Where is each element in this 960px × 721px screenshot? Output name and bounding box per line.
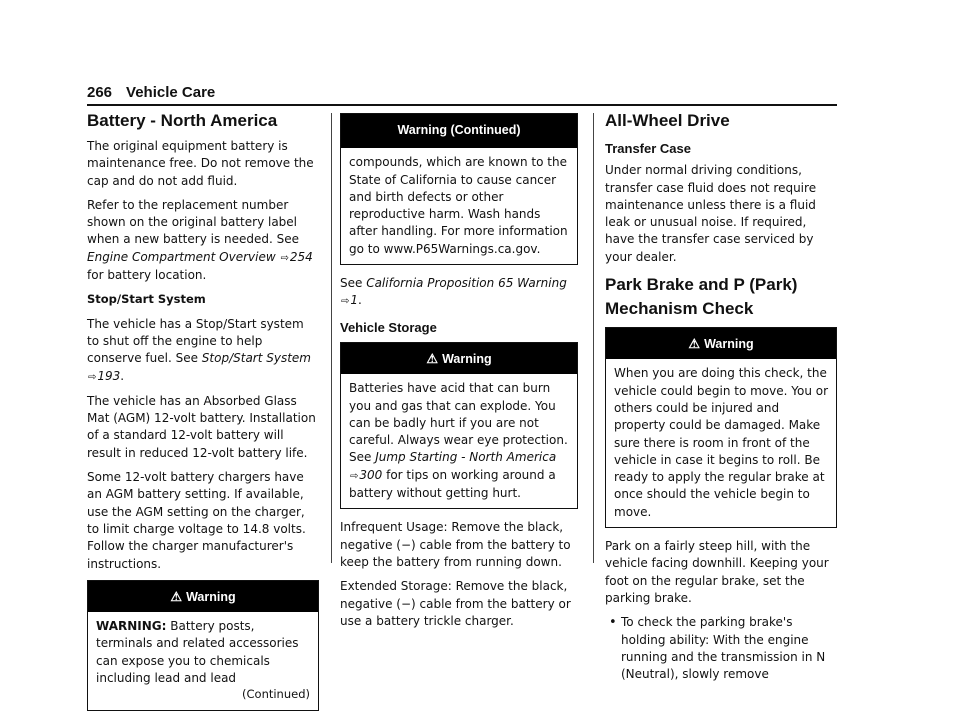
paragraph: The original equipment battery is maintenance free. Do not remove the cap and do not add fluid. bbox=[87, 139, 314, 188]
warning-body: compounds, which are known to the State of California to cause cancer and birth defects or other reproductive harm. Wash hands after handling. For more information go to www.P65Warnings.ca.gov. bbox=[349, 155, 568, 256]
cross-reference-link[interactable]: Jump Starting - North America bbox=[375, 450, 557, 465]
page-reference[interactable]: 1 bbox=[350, 293, 359, 308]
list-item: • To check the parking brake's holding ability: With the engine running and the transmission in N (Neutral), slowly remove bbox=[621, 614, 837, 683]
cross-reference-link[interactable]: Engine Compartment Overview bbox=[87, 249, 276, 264]
transfer-case-heading: Transfer Case bbox=[605, 141, 691, 156]
warning-box bbox=[605, 327, 837, 528]
warning-header: ⚠ Warning bbox=[341, 343, 577, 374]
paragraph: Under normal driving conditions, transfer case fluid does not require maintenance unless there is a fluid leak or unusual noise. If required, have the transfer case serviced by your dealer. bbox=[605, 163, 817, 264]
warning-triangle-icon: ⚠ bbox=[426, 350, 439, 366]
column-divider bbox=[593, 113, 594, 563]
warning-header: Warning (Continued) bbox=[341, 114, 577, 148]
paragraph: Refer to the replacement number shown on the original battery label when a new battery is needed. See Engine Compartment Overview ⇨254 for battery location. bbox=[87, 197, 313, 283]
column-2 bbox=[340, 113, 578, 637]
warning-header: ⚠ Warning bbox=[606, 328, 836, 359]
warning-box bbox=[340, 342, 578, 509]
page-arrow-icon: ⇨ bbox=[88, 371, 97, 383]
page-arrow-icon: ⇨ bbox=[341, 296, 350, 308]
subheading: Stop/Start System bbox=[87, 292, 206, 307]
paragraph: The vehicle has an Absorbed Glass Mat (AGM) 12-volt battery. Installation of a standard 12-volt battery will result in reduced 12-volt battery life. bbox=[87, 393, 316, 460]
warning-box-continued bbox=[340, 113, 578, 265]
paragraph: Some 12-volt battery chargers have an AGM battery setting. If available, use the AGM setting on the charger, to limit charge voltage to 14.8 volts. Follow the charger manufacturer's instructions. bbox=[87, 470, 306, 571]
page-reference[interactable]: 193 bbox=[97, 368, 121, 383]
paragraph: Extended Storage: Remove the black, negative (−) cable from the battery or use a battery trickle charger. bbox=[340, 579, 571, 628]
section-title: Vehicle Care bbox=[126, 84, 216, 101]
warning-body: When you are doing this check, the vehicle could begin to move. You or others could be injured and property could be damaged. Make sure there is room in front of the vehicle in case it begins to roll. Be ready to apply the regular brake at once should the vehicle begin to move. bbox=[614, 366, 829, 519]
paragraph: The vehicle has a Stop/Start system to shut off the engine to help conserve fuel. See Stop/Start System ⇨193. bbox=[87, 316, 311, 383]
paragraph: See California Proposition 65 Warning ⇨1. bbox=[340, 276, 567, 308]
paragraph: Park on a fairly steep hill, with the vehicle facing downhill. Keeping your foot on the regular brake, set the parking brake. bbox=[605, 539, 829, 605]
warning-triangle-icon: ⚠ bbox=[170, 588, 183, 604]
battery-heading: Battery - North America bbox=[87, 111, 278, 130]
cross-reference-link[interactable]: California Proposition 65 Warning bbox=[366, 276, 567, 291]
warning-triangle-icon: ⚠ bbox=[688, 336, 701, 352]
bullet-list bbox=[605, 614, 837, 683]
page-reference[interactable]: 300 bbox=[359, 467, 383, 482]
cross-reference-link[interactable]: Stop/Start System bbox=[201, 351, 311, 366]
page-arrow-icon: ⇨ bbox=[350, 470, 359, 482]
page-arrow-icon: ⇨ bbox=[280, 252, 289, 264]
warning-body: WARNING: Battery posts, terminals and related accessories can expose you to chemicals including lead and lead (Continued) bbox=[88, 612, 318, 709]
park-brake-heading: Park Brake and P (Park) Mechanism Check bbox=[605, 275, 798, 319]
column-3 bbox=[605, 110, 837, 683]
storage-heading: Vehicle Storage bbox=[340, 319, 437, 335]
warning-box bbox=[87, 580, 319, 711]
page-header bbox=[87, 84, 837, 106]
warning-header: ⚠ Warning bbox=[88, 581, 318, 612]
column-1 bbox=[87, 110, 319, 721]
awd-heading: All-Wheel Drive bbox=[605, 111, 730, 130]
continued-label: (Continued) bbox=[242, 687, 310, 702]
page-reference[interactable]: 254 bbox=[289, 249, 313, 264]
page-number: 266 bbox=[87, 84, 113, 101]
column-divider bbox=[331, 113, 332, 563]
warning-body: Batteries have acid that can burn you and gas that can explode. You can be badly hurt if you are not careful. Always wear eye protection. See Jump Starting - North America ⇨300 for tips on working around a battery without getting hurt. bbox=[349, 381, 568, 501]
paragraph: Infrequent Usage: Remove the black, negative (−) cable from the battery to keep the battery from running down. bbox=[340, 520, 571, 569]
